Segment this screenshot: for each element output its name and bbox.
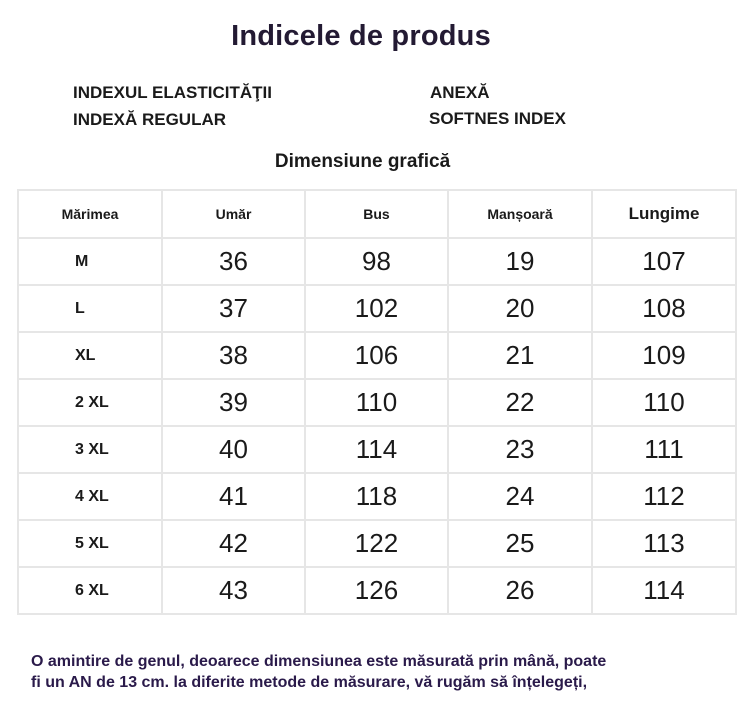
length-cell: 107: [592, 238, 736, 285]
table-row: [18, 285, 736, 332]
length-cell: 112: [592, 473, 736, 520]
table-row: [18, 520, 736, 567]
bust-cell: 122: [305, 520, 448, 567]
measurement-note: [31, 651, 731, 693]
shoulder-cell: 36: [162, 238, 305, 285]
bust-cell: 106: [305, 332, 448, 379]
shoulder-cell: 43: [162, 567, 305, 614]
bust-cell: 102: [305, 285, 448, 332]
sleeve-cell: 24: [448, 473, 592, 520]
note-line-1: O amintire de genul, deoarece dimensiunea este măsurată prin mână, poate: [31, 653, 607, 670]
page-title: Indicele de produs: [231, 20, 491, 52]
size-cell: 6 XL: [18, 567, 162, 614]
sleeve-cell: 19: [448, 238, 592, 285]
bust-cell: 118: [305, 473, 448, 520]
table-row: [18, 379, 736, 426]
annex-label: ANEXĂ: [430, 83, 490, 102]
table-row: [18, 473, 736, 520]
table-row: [18, 426, 736, 473]
shoulder-cell: 41: [162, 473, 305, 520]
sleeve-cell: 26: [448, 567, 592, 614]
header-shoulder: Umăr: [162, 190, 305, 238]
shoulder-cell: 40: [162, 426, 305, 473]
length-cell: 110: [592, 379, 736, 426]
size-cell: XL: [18, 332, 162, 379]
table-header-row: [18, 190, 736, 238]
elasticity-index-label: INDEXUL ELASTICITĂŢII: [73, 83, 272, 102]
bust-cell: 114: [305, 426, 448, 473]
size-cell: 3 XL: [18, 426, 162, 473]
sleeve-cell: 21: [448, 332, 592, 379]
header-length: Lungime: [592, 190, 736, 238]
size-cell: 4 XL: [18, 473, 162, 520]
note-line-2: fi un AN de 13 cm. la diferite metode de măsurare, vă rugăm să înțelegeți,: [31, 674, 588, 691]
length-cell: 113: [592, 520, 736, 567]
table-row: [18, 567, 736, 614]
size-cell: L: [18, 285, 162, 332]
shoulder-cell: 39: [162, 379, 305, 426]
size-cell: 5 XL: [18, 520, 162, 567]
sleeve-cell: 22: [448, 379, 592, 426]
length-cell: 114: [592, 567, 736, 614]
length-cell: 109: [592, 332, 736, 379]
shoulder-cell: 38: [162, 332, 305, 379]
size-chart-subtitle: Dimensiune grafică: [274, 151, 451, 172]
header-size: Mărimea: [18, 190, 162, 238]
bust-cell: 98: [305, 238, 448, 285]
length-cell: 108: [592, 285, 736, 332]
table-row: [18, 238, 736, 285]
header-sleeve: Manșoară: [448, 190, 592, 238]
length-cell: 111: [592, 426, 736, 473]
bust-cell: 110: [305, 379, 448, 426]
size-cell: M: [18, 238, 162, 285]
table-row: [18, 332, 736, 379]
sleeve-cell: 23: [448, 426, 592, 473]
shoulder-cell: 42: [162, 520, 305, 567]
size-cell: 2 XL: [18, 379, 162, 426]
header-bust: Bus: [305, 190, 448, 238]
bust-cell: 126: [305, 567, 448, 614]
sleeve-cell: 25: [448, 520, 592, 567]
shoulder-cell: 37: [162, 285, 305, 332]
regular-index-label: INDEXĂ REGULAR: [73, 110, 227, 129]
sleeve-cell: 20: [448, 285, 592, 332]
softness-index-label: SOFTNES INDEX: [429, 109, 566, 128]
size-table: [17, 189, 737, 615]
